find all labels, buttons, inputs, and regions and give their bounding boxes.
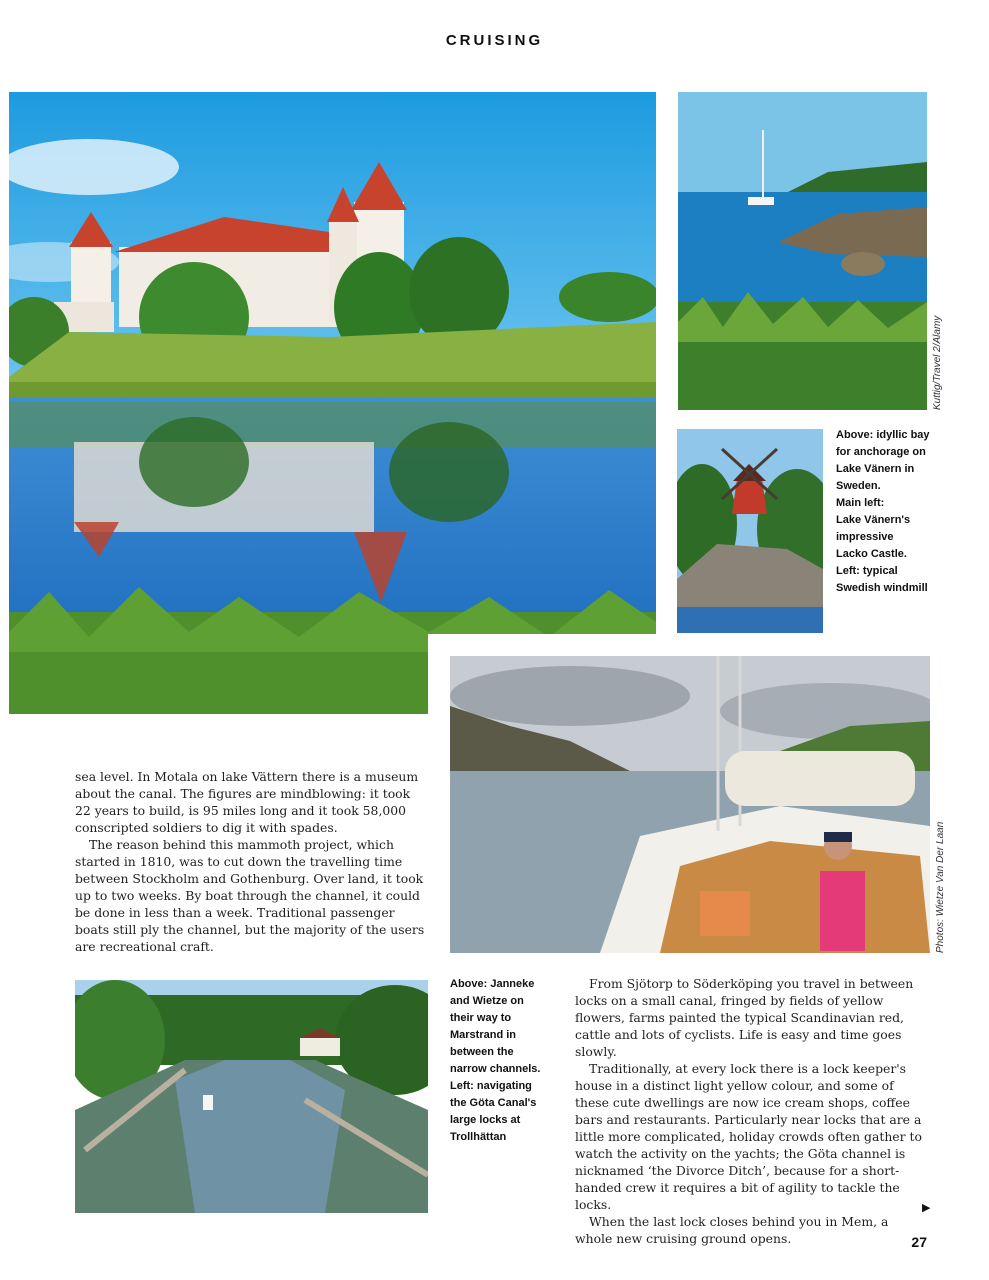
caption-line: Lake Vänern's [836,514,911,526]
caption-line: for anchorage on [836,446,926,458]
caption-line: Above: idyllic bay [836,429,930,441]
article-paragraph: When the last lock closes behind you in Mem, a whole new cruising ground opens. [575,1214,889,1246]
article-paragraph: sea level. In Motala on lake Vättern there is a museum about the canal. The figures are mindblowing: it took 22 years to build, is 95 miles long and it took 58,000 conscripted soldiers to dig it with spades. [75,769,419,835]
caption-line: Main left: [836,497,885,509]
article-text-left [75,768,425,955]
caption-line: Above: Janneke [450,978,535,990]
caption-line: large locks at [450,1114,521,1126]
caption-line: Marstrand in [450,1029,517,1041]
photo-caption-bottom [450,976,570,1146]
caption-line: Trollhättan [450,1131,507,1143]
windmill-photo [677,429,823,633]
caption-line: impressive [836,531,894,543]
caption-line: narrow channels. [450,1063,541,1075]
caption-line: the Göta Canal's [450,1097,537,1109]
locks-photo [75,980,428,1213]
caption-line: Left: navigating [450,1080,532,1092]
caption-line: between the [450,1046,514,1058]
caption-line: and Wietze on [450,995,524,1007]
sailing-photo-credit: Photos: Wietze Van Der Laan [935,821,946,953]
caption-line: Swedish windmill [836,582,928,594]
sailing-photo [450,656,930,953]
bay-photo [678,92,927,410]
caption-line: Lacko Castle. [836,548,907,560]
castle-photo [9,92,656,714]
article-end-icon: ▶ [922,1201,931,1214]
caption-line: their way to [450,1012,512,1024]
caption-line: Lake Vänern in [836,463,915,475]
article-text-right [575,975,927,1247]
photo-caption-top [836,427,946,597]
section-header: CRUISING [445,32,544,49]
caption-line: Sweden. [836,480,881,492]
article-paragraph: The reason behind this mammoth project, which started in 1810, was to cut down the travelling time between Stockholm and Gothenburg. Over land, it took up to two weeks. By boat through the channel, it could be done in less than a week. Traditional passenger boats still ply the channel, but the majority of the users are recreational craft. [75,837,425,954]
page-number: 27 [911,1234,927,1250]
article-paragraph: From Sjötorp to Söderköping you travel in between locks on a small canal, fringed by fields of yellow flowers, farms painted the typical Scandinavian red, cattle and lots of cyclists. Life is easy and time goes slowly. [575,976,914,1059]
bay-photo-credit: Kuttig/Travel 2/Alamy [932,315,943,410]
article-paragraph: Traditionally, at every lock there is a lock keeper's house in a distinct light yellow colour, and some of these cute dwellings are now ice cream shops, coffee bars and restaurants. Particularly near locks that are a little more complicated, holiday crowds often gather to watch the activity on the yachts; the Göta channel is nicknamed ‘the Divorce Ditch’, because for a short-handed crew it requires a bit of agility to tackle the locks. [575,1061,922,1212]
caption-line: Left: typical [836,565,898,577]
